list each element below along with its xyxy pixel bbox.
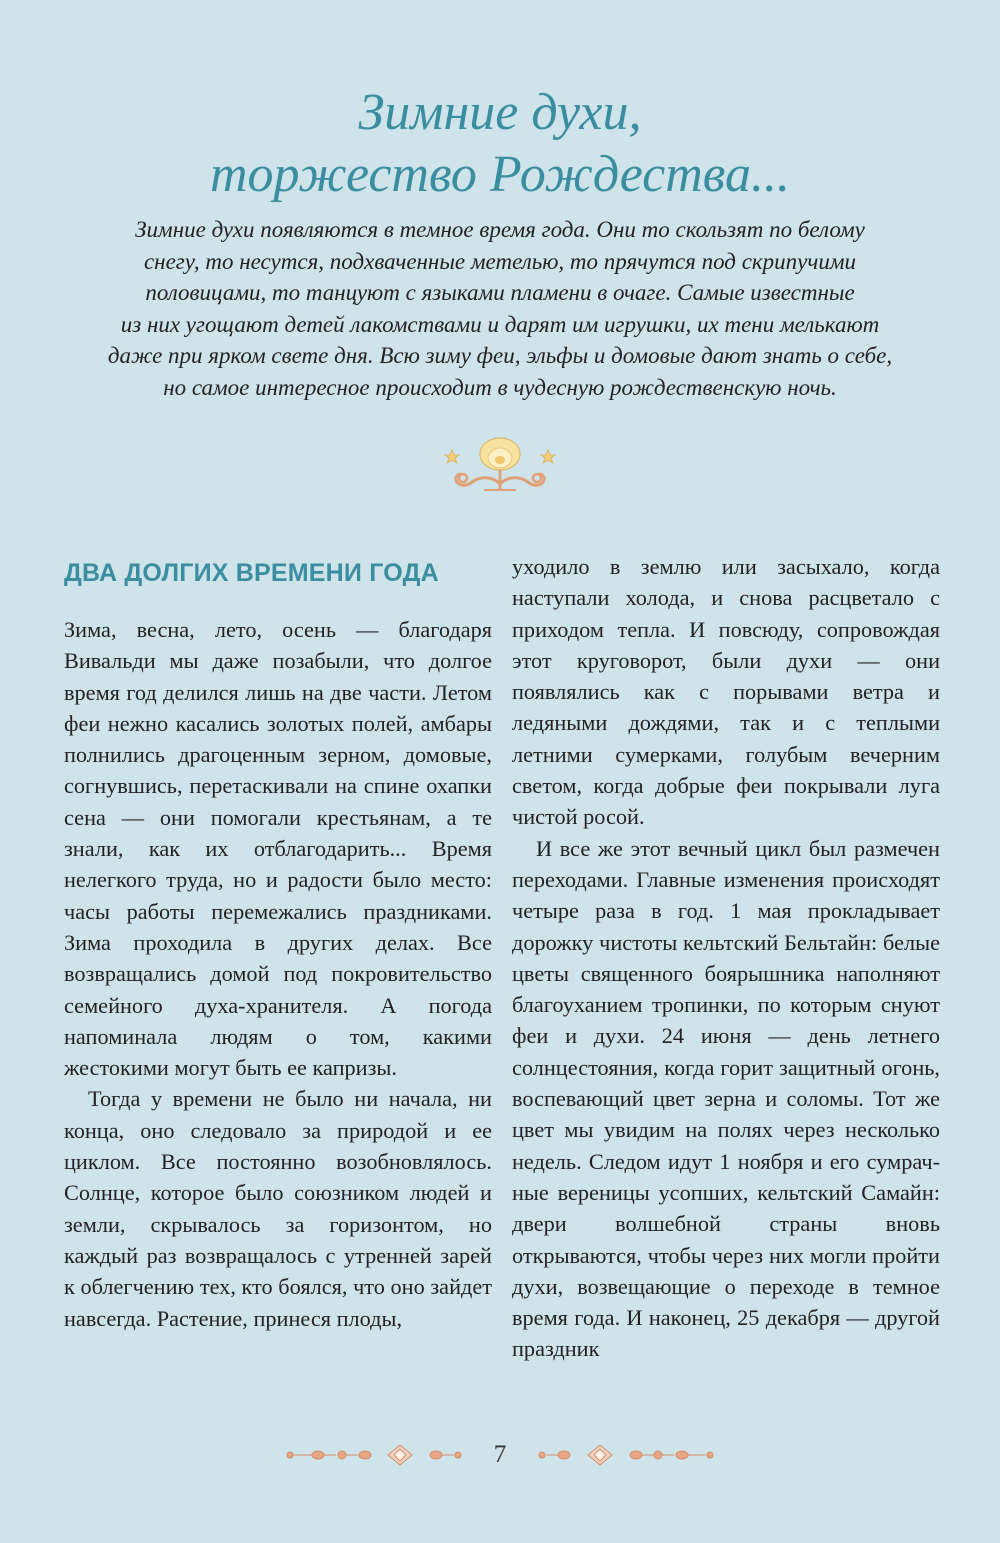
- intro-line: но самое интересное происходит в чудесную рождественскую ночь.: [163, 374, 837, 400]
- section-heading: ДВА ДОЛГИХ ВРЕМЕНИ ГОДА: [64, 559, 439, 587]
- left-column: [64, 614, 492, 1334]
- intro-line: даже при ярком свете дня. Всю зиму феи, эльфы и домовые дают знать о себе,: [107, 343, 893, 369]
- title-line-2: торжество Рождества...: [210, 146, 790, 203]
- intro-paragraph: [60, 214, 940, 404]
- intro-line: из них угощают детей лакомствами и дарят им игрушки, их тени мелькают: [120, 311, 880, 337]
- flower-ornament-icon: [436, 434, 564, 508]
- intro-line: снегу, то несутся, подхваченные метелью, то прячутся под скрипучими: [143, 248, 857, 274]
- paragraph: Зима, весна, лето, осень — благодаря Вивальди мы даже позабыли, что долгое время год делился лишь на две части. Летом феи нежно касались золотых полей, амбары полнились драгоценным зерном, домовые, согнувшись, перетаскивали на спине охапки сена — они помогали крестьянам, а те знали, как их отблагодарить... Время нелегкого труда, но и радости было место: часы работы перемежались праздниками. Зима проходила в других делах. Все возвращались домой под покровительство семейного духа-хранителя. А погода напоминала людям о том, какими жестокими могут быть ее капризы.: [64, 617, 492, 1081]
- paragraph: Тогда у времени не было ни начала, ни конца, оно следовало за природой и ее циклом. Все постоянно возобновлялось. Солнце, которое было союзником людей и земли, скрывалось за горизонтом, но каждый раз возвращалось с утренней зарей к облегчению тех, кто боялся, что оно зайдет навсегда. Растение, принеся плоды,: [64, 1086, 492, 1331]
- page-title: [0, 82, 1000, 206]
- intro-line: половицами, то танцуют с языками пламени в очаге. Самые известные: [145, 280, 855, 306]
- right-column: [512, 551, 940, 1365]
- title-line-1: Зимние духи,: [358, 84, 642, 141]
- page-number: 7: [493, 1441, 507, 1468]
- paragraph: И все же этот вечный цикл был размечен переходами. Главные изменения происходят четыре раза в год. 1 мая прокладывает дорожку чистоты кельтский Бельтайн: белые цветы священного боярышника наполняют благоуханием тропинки, по которым снуют феи и духи. 24 июня — день летнего солнцестояния, когда горит защитный огонь, воспевающий цвет зерна и соломы. Тот же цвет мы увидим на полях через несколько недель. Следом идут 1 ноября и его сумрачные вереницы усопших, кельтский Самайн: двери волшебной страны вновь открываются, чтобы через них могли пройти духи, возвещающие о переходе в темное время года. И наконец, 25 декабря — другой праздник: [512, 835, 940, 1362]
- intro-line: Зимние духи появляются в темное время года. Они то скользят по белому: [135, 217, 865, 242]
- paragraph: уходило в землю или засыхало, когда наступали холода, и снова расцветало с приходом тепла. И повсюду, сопровождая этот круговорот, были духи — они появлялись как с порывами ветра и ледяными дождями, так и с теплыми летними сумерками, голубым вечерним светом, когда добрые феи покрывали луга чистой росой.: [512, 554, 940, 830]
